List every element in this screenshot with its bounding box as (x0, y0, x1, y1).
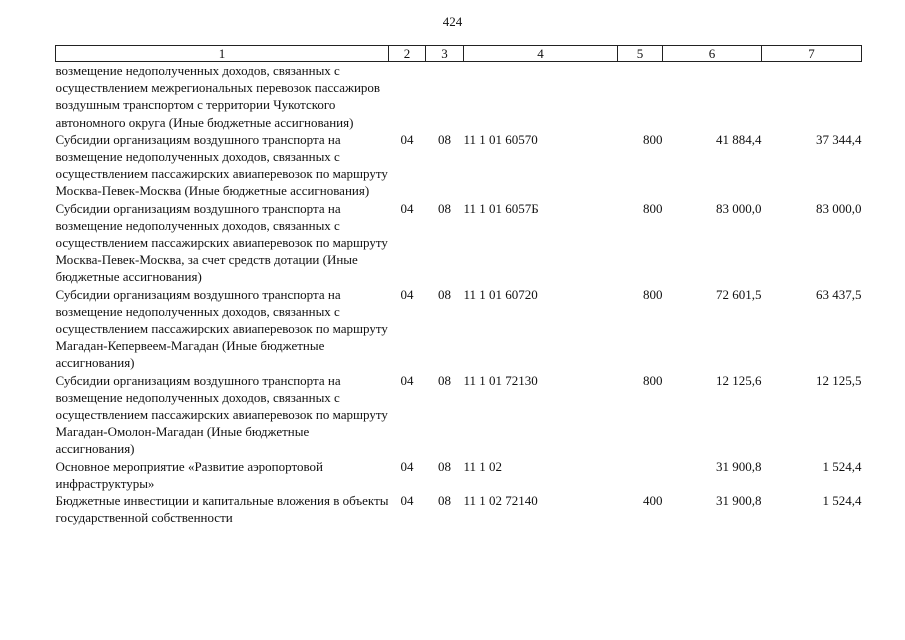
table-row (56, 62, 862, 131)
table-row (56, 131, 862, 200)
row-expense-type: 800 (643, 131, 663, 147)
row-name: Субсидии организациям воздушного транспорта на возмещение недополученных доходов, связанных с осуществлением пассажирских авиаперевозок по маршруту Москва-Певек-Москва, за счет средств дотации (Иные бюджетные ассигнования) (55, 200, 388, 285)
row-subsection: 08 (438, 200, 451, 216)
table-body (56, 62, 862, 527)
row-section: 04 (400, 131, 414, 147)
row-amount-2: 12 125,5 (816, 372, 862, 388)
row-expense-type (618, 62, 663, 131)
row-name: Субсидии организациям воздушного транспорта на возмещение недополученных доходов, связанных с осуществлением пассажирских авиаперевозок по маршруту Магадан-Кепервеем-Магадан (Иные бюджетные ассигнования) (55, 286, 388, 371)
row-amount-2: 83 000,0 (816, 200, 862, 216)
row-section: 04 (400, 286, 414, 302)
row-section: 04 (400, 493, 414, 509)
page-number: 424 (442, 14, 463, 29)
row-target-code: 11 1 01 60720 (463, 286, 538, 302)
row-subsection: 08 (438, 131, 451, 147)
table-row (56, 492, 862, 526)
row-target-code: 11 1 01 6057Б (463, 200, 539, 216)
row-target-code: 11 1 02 (463, 458, 503, 474)
row-expense-type (618, 458, 663, 492)
row-expense-type: 800 (643, 200, 663, 216)
row-target-code: 11 1 01 72130 (463, 372, 538, 388)
row-subsection: 08 (438, 372, 451, 388)
row-expense-type: 800 (643, 372, 663, 388)
header-col-5: 5 (618, 46, 663, 62)
header-col-7: 7 (762, 46, 862, 62)
header-col-1: 1 (56, 46, 389, 62)
row-amount-1: 83 000,0 (716, 200, 762, 216)
row-subsection: 08 (438, 458, 451, 474)
table-header (56, 46, 862, 62)
row-amount-1: 72 601,5 (716, 286, 762, 302)
row-name: возмещение недополученных доходов, связанных с осуществлением межрегиональных перевозок пассажиров воздушным транспортом с территории Чукотского автономного округа (Иные бюджетные ассигнования) (55, 63, 381, 130)
row-amount-1: 41 884,4 (716, 131, 762, 147)
row-amount-1 (663, 62, 762, 131)
row-subsection: 08 (438, 493, 451, 509)
table-row (56, 200, 862, 286)
row-name: Бюджетные инвестиции и капитальные вложения в объекты государственной собственности (55, 493, 389, 526)
table-row (56, 372, 862, 458)
header-col-3: 3 (426, 46, 464, 62)
row-name: Субсидии организациям воздушного транспорта на возмещение недополученных доходов, связанных с осуществлением пассажирских авиаперевозок по маршруту Магадан-Омолон-Магадан (Иные бюджетные ассигнования) (55, 372, 388, 457)
row-name: Основное мероприятие «Развитие аэропортовой инфраструктуры» (55, 458, 323, 491)
row-name: Субсидии организациям воздушного транспорта на возмещение недополученных доходов, связанных с осуществлением пассажирских авиаперевозок по маршруту Москва-Певек-Москва (Иные бюджетные ассигнования) (55, 131, 388, 199)
row-section: 04 (400, 200, 414, 216)
row-section (389, 62, 426, 131)
row-section: 04 (400, 458, 414, 474)
row-section: 04 (400, 372, 414, 388)
header-row (56, 46, 862, 62)
table-row (56, 458, 862, 492)
row-target-code: 11 1 01 60570 (463, 131, 538, 147)
header-col-6: 6 (663, 46, 762, 62)
budget-table (55, 45, 862, 526)
row-amount-1: 12 125,6 (716, 372, 762, 388)
row-subsection: 08 (438, 286, 451, 302)
row-amount-2: 1 524,4 (822, 458, 862, 474)
row-amount-1: 31 900,8 (716, 493, 762, 509)
row-amount-2 (762, 62, 862, 131)
row-expense-type: 800 (643, 286, 663, 302)
row-target-code (464, 62, 618, 131)
row-amount-2: 37 344,4 (816, 131, 862, 147)
row-target-code: 11 1 02 72140 (463, 493, 538, 509)
row-amount-1: 31 900,8 (716, 458, 762, 474)
row-subsection (426, 62, 464, 131)
row-expense-type: 400 (643, 493, 663, 509)
table-row (56, 286, 862, 372)
header-col-4: 4 (464, 46, 618, 62)
row-amount-2: 63 437,5 (816, 286, 862, 302)
header-col-2: 2 (389, 46, 426, 62)
row-amount-2: 1 524,4 (822, 493, 862, 509)
